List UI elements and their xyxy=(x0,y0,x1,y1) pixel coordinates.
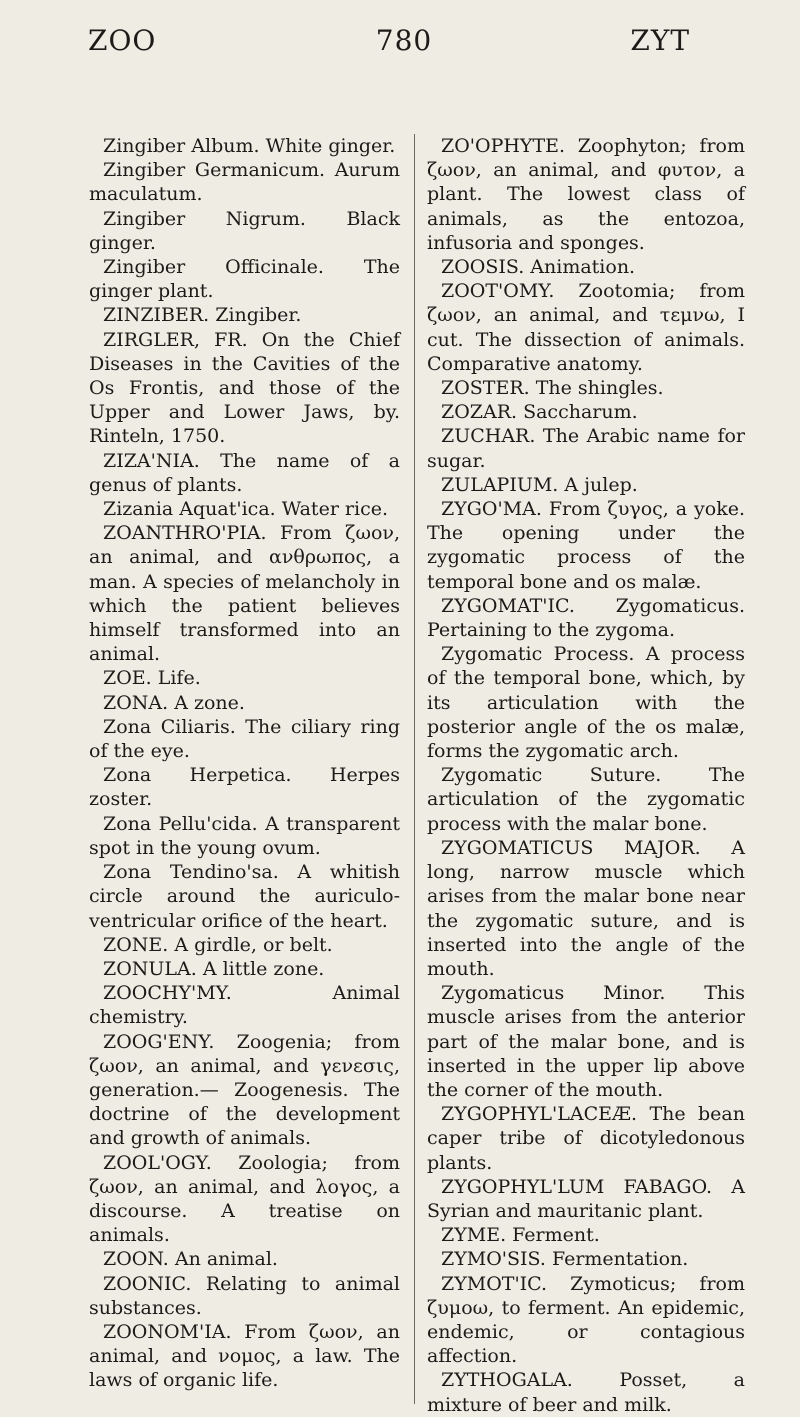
entry: Zona Pellu'cida. A transparent spot in the young ovum. xyxy=(89,812,400,859)
entry: ZOSTER. The shingles. xyxy=(441,377,664,400)
entry: ZYGOMAT'IC. Zygomaticus. Pertaining to the zygoma. xyxy=(427,594,745,642)
entry: ZOON. An animal. xyxy=(103,1248,278,1271)
entry: ZOOG'ENY. Zoogenia; from ζωον, an animal, and γενεσις, generation.— Zoogenesis. The doctrine of the development and growth of animals. xyxy=(89,1030,400,1150)
entry: ZYME. Ferment. xyxy=(441,1224,600,1247)
entry: ZOOT'OMY. Zootomia; from ζωον, an animal, and τεμνω, I cut. The dissection of animals. Comparative anatomy. xyxy=(427,280,745,375)
right-column xyxy=(427,134,745,1417)
entry: ZIZA'NIA. The name of a genus of plants. xyxy=(89,449,400,496)
running-header xyxy=(88,24,720,64)
entry: ZOZAR. Saccharum. xyxy=(441,401,638,424)
entry: ZOONIC. Relating to animal substances. xyxy=(89,1272,400,1319)
entry: ZYTHOGALA. Posset, a mixture of beer and milk. xyxy=(427,1369,745,1416)
entry: ZONA. A zone. xyxy=(103,691,245,714)
entry: ZYGOPHYL'LACEÆ. The bean caper tribe of dicotyledonous plants. xyxy=(427,1103,745,1174)
entry: Zygomaticus Minor. This muscle arises from the anterior part of the malar bone, and is inserted in the upper lip above the corner of the mouth. xyxy=(427,982,745,1101)
entry: ZYGOMATICUS MAJOR. A long, narrow muscle which arises from the malar bone near the zygomatic suture, and is inserted into the angle of the mouth. xyxy=(427,836,745,980)
entry: ZOOL'OGY. Zoologia; from ζωον, an animal, and λογος, a discourse. A treatise on animals. xyxy=(89,1151,400,1247)
entry: Zona Tendino'sa. A whitish circle around the auriculo-ventricular orifice of the heart. xyxy=(89,861,400,932)
entry: Zona Herpetica. Herpes zoster. xyxy=(89,764,400,811)
entry: ZULAPIUM. A julep. xyxy=(441,473,638,496)
entry: ZONULA. A little zone. xyxy=(103,957,325,980)
entry: Zizania Aquat'ica. Water rice. xyxy=(103,498,389,521)
entry: ZYMOT'IC. Zymoticus; from ζυμοω, to ferment. An epidemic, endemic, or contagious affection. xyxy=(427,1272,745,1368)
entry: ZYGOPHYL'LUM FABAGO. A Syrian and mauritanic plant. xyxy=(427,1175,745,1222)
entry: Zingiber Nigrum. Black ginger. xyxy=(89,207,400,254)
entry: Zona Ciliaris. The ciliary ring of the eye. xyxy=(89,715,400,763)
entry: ZOONOM'IA. From ζωον, an animal, and νομος, a law. The laws of organic life. xyxy=(89,1320,400,1392)
entry: ZIRGLER, FR. On the Chief Diseases in the Cavities of the Os Frontis, and those of the Upper and Lower Jaws, by. Rinteln, 1750. xyxy=(89,328,400,448)
entry: Zygomatic Suture. The articulation of the zygomatic process with the malar bone. xyxy=(427,764,745,835)
entry: ZOE. Life. xyxy=(103,667,201,690)
column-divider xyxy=(414,134,415,1404)
entry: ZONE. A girdle, or belt. xyxy=(103,933,333,956)
entry: ZUCHAR. The Arabic name for sugar. xyxy=(427,425,745,472)
entry: Zingiber Officinale. The ginger plant. xyxy=(89,256,400,303)
header-guide-word-right: ZYT xyxy=(630,24,690,57)
entry: ZOANTHRO'PIA. From ζωον, an animal, and ανθρωπος, a man. A species of melancholy in which the patient believes himself transformed into an animal. xyxy=(89,522,400,666)
entry: ZYMO'SIS. Fermentation. xyxy=(441,1248,689,1271)
header-guide-word-left: ZOO xyxy=(88,24,157,57)
entry: ZYGO'MA. From ζυγος, a yoke. The opening under the zygomatic process of the temporal bone and os malæ. xyxy=(427,498,745,593)
entry: Zingiber Germanicum. Aurum maculatum. xyxy=(89,159,400,206)
entry: ZOOCHY'MY. Animal chemistry. xyxy=(89,982,400,1029)
entry: ZINZIBER. Zingiber. xyxy=(103,304,302,327)
page-number: 780 xyxy=(375,24,433,57)
entry: ZO'OPHYTE. Zoophyton; from ζωον, an animal, and φυτον, a plant. The lowest class of animals, as the entozoa, infusoria and sponges. xyxy=(427,135,745,254)
entry: Zingiber Album. White ginger. xyxy=(103,135,396,157)
entry: ZOOSIS. Animation. xyxy=(441,256,636,279)
entry: Zygomatic Process. A process of the temporal bone, which, by its articulation with the posterior angle of the os malæ, forms the zygomatic arch. xyxy=(427,643,745,763)
left-column xyxy=(89,134,400,1393)
